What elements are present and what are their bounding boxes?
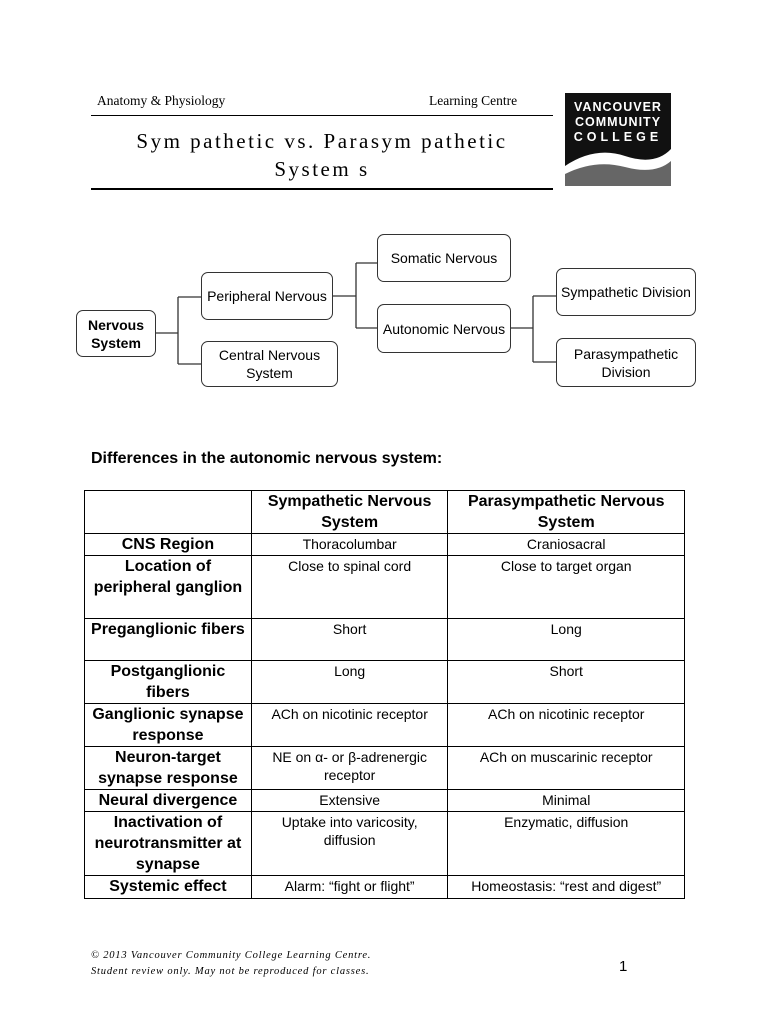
- parasympathetic-cell: Minimal: [448, 790, 685, 812]
- row-label: Neural divergence: [85, 790, 252, 812]
- logo-line: COMMUNITY: [574, 115, 662, 129]
- node-autonomic: Autonomic Nervous: [377, 304, 511, 353]
- node-central: Central Nervous System: [201, 341, 338, 387]
- logo-line: VANCOUVER: [574, 100, 662, 114]
- sympathetic-cell: Thoracolumbar: [251, 534, 448, 556]
- node-peripheral: Peripheral Nervous: [201, 272, 333, 320]
- sympathetic-cell: NE on α- or β-adrenergic receptor: [251, 747, 448, 790]
- parasympathetic-cell: Close to target organ: [448, 556, 685, 619]
- row-label: Ganglionic synapse response: [85, 704, 252, 747]
- node-somatic: Somatic Nervous: [377, 234, 511, 282]
- sympathetic-cell: ACh on nicotinic receptor: [251, 704, 448, 747]
- footer-line-1: © 2013 Vancouver Community College Learning Centre.: [91, 950, 372, 961]
- parasympathetic-cell: ACh on nicotinic receptor: [448, 704, 685, 747]
- table-row: [85, 747, 685, 790]
- sympathetic-cell: Alarm: “fight or flight”: [251, 876, 448, 899]
- table-row: [85, 876, 685, 899]
- table-row: [85, 661, 685, 704]
- table-row: [85, 534, 685, 556]
- sympathetic-cell: Close to spinal cord: [251, 556, 448, 619]
- header-cell: [85, 491, 252, 534]
- sympathetic-cell: Extensive: [251, 790, 448, 812]
- header-cell: Parasympathetic Nervous System: [448, 491, 685, 534]
- sympathetic-cell: Short: [251, 619, 448, 661]
- title-line-1: Sym pathetic vs. Parasym pathetic: [136, 129, 508, 153]
- table-header-row: [85, 491, 685, 534]
- row-label: Neuron-target synapse response: [85, 747, 252, 790]
- parasympathetic-cell: Enzymatic, diffusion: [448, 812, 685, 876]
- row-label: Postganglionic fibers: [85, 661, 252, 704]
- logo-line: COLLEGE: [573, 130, 663, 144]
- page-number: 1: [619, 958, 628, 975]
- footer-line-2: Student review only. May not be reproduced for classes.: [91, 966, 370, 977]
- footer-copyright: [91, 948, 371, 980]
- section-heading: Differences in the autonomic nervous system:: [91, 450, 443, 467]
- row-label: Preganglionic fibers: [85, 619, 252, 661]
- table-row: [85, 812, 685, 876]
- row-label: Systemic effect: [85, 876, 252, 899]
- parasympathetic-cell: Long: [448, 619, 685, 661]
- node-parasympathetic: Parasympathetic Division: [556, 338, 696, 387]
- table-row: [85, 790, 685, 812]
- node-nervous-system: Nervous System: [76, 310, 156, 357]
- sympathetic-cell: Long: [251, 661, 448, 704]
- row-label: Location of peripheral ganglion: [85, 556, 252, 619]
- header-cell: Sympathetic Nervous System: [251, 491, 448, 534]
- table-row: [85, 556, 685, 619]
- sympathetic-cell: Uptake into varicosity, diffusion: [251, 812, 448, 876]
- table-row: [85, 704, 685, 747]
- node-sympathetic: Sympathetic Division: [556, 268, 696, 316]
- parasympathetic-cell: Craniosacral: [448, 534, 685, 556]
- row-label: CNS Region: [85, 534, 252, 556]
- parasympathetic-cell: ACh on muscarinic receptor: [448, 747, 685, 790]
- course-label: Anatomy & Physiology: [97, 93, 226, 108]
- table-row: [85, 619, 685, 661]
- comparison-table: [84, 490, 685, 899]
- parasympathetic-cell: Homeostasis: “rest and digest”: [448, 876, 685, 899]
- title-line-2: System s: [274, 157, 370, 181]
- row-label: Inactivation of neurotransmitter at synapse: [85, 812, 252, 876]
- parasympathetic-cell: Short: [448, 661, 685, 704]
- centre-label: Learning Centre: [429, 93, 518, 108]
